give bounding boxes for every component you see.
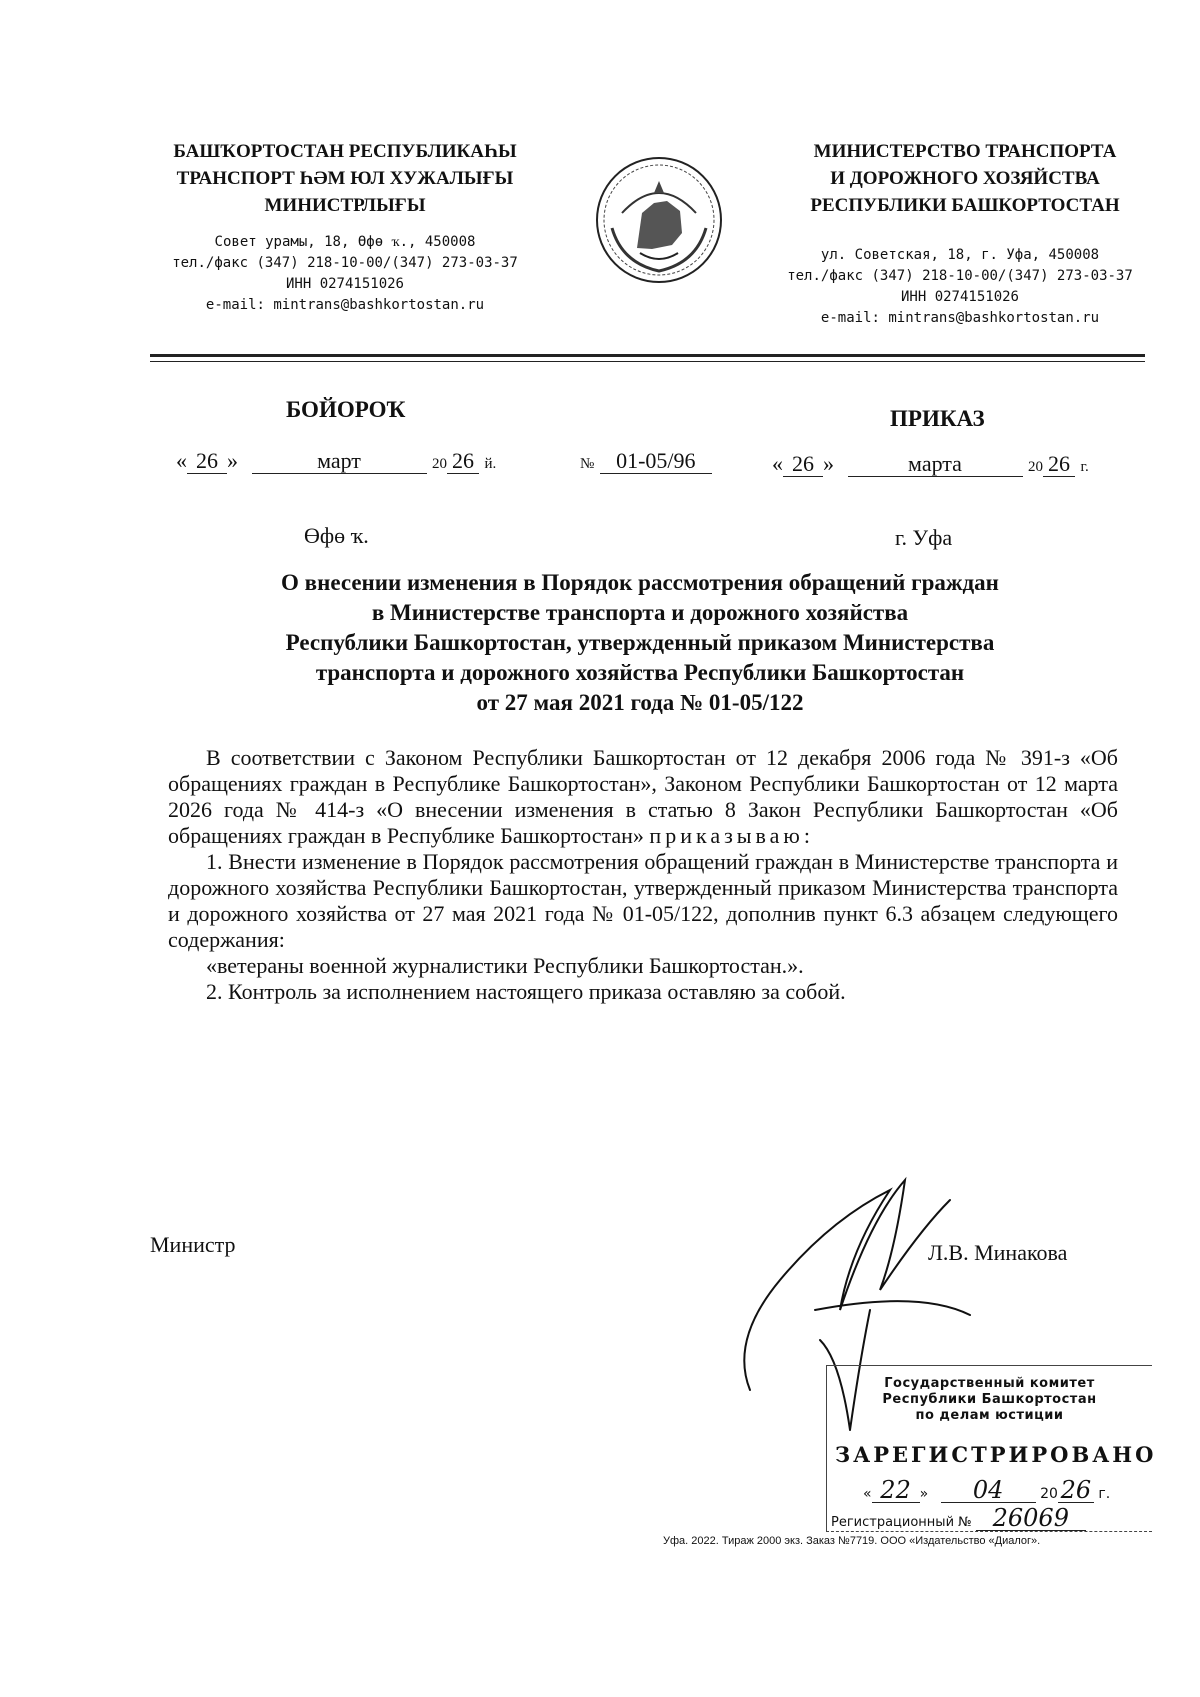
- stamp-date-close-quote: »: [919, 1486, 929, 1502]
- date-left-close-quote: »: [227, 448, 238, 473]
- date-left-open-quote: «: [176, 448, 187, 473]
- header-right-line2: И ДОРОЖНОГО ХОЗЯЙСТВА: [830, 168, 1100, 189]
- stamp-reg-label: Регистрационный №: [831, 1515, 972, 1530]
- date-left-year-prefix: 20: [432, 456, 447, 472]
- place-russian: г. Уфа: [895, 525, 953, 550]
- stamp-date-month: 04: [941, 1478, 1036, 1503]
- place-bashkir: Өфө ҡ.: [304, 523, 369, 548]
- date-right-month: марта: [848, 452, 1023, 477]
- title-line1: О внесении изменения в Порядок рассмотрения обращений граждан: [281, 570, 999, 595]
- stamp-date-day: 22: [872, 1478, 920, 1503]
- preamble-text: В соответствии с Законом Республики Башкортостан от 12 декабря 2006 года № 391-з «Об обращениях граждан в Республике Башкортостан», Законом Республики Башкортостан от 12 марта 2026 года № 414-з «О внесении изменения в статью 8 Закон Республики Башкортостан «Об обращениях граждан в Республике Башкортостан»: [168, 745, 1118, 848]
- stamp-organization: [827, 1376, 1152, 1424]
- print-imprint: Уфа. 2022. Тираж 2000 экз. Заказ №7719. ООО «Издательство «Диалог».: [663, 1535, 1041, 1547]
- signer-name: Л.В. Минакова: [928, 1240, 1068, 1265]
- date-right-year: 26: [1043, 452, 1075, 477]
- document-body: [168, 745, 1118, 1005]
- stamp-org-line1: Государственный комитет: [884, 1376, 1095, 1391]
- title-line4: транспорта и дорожного хозяйства Республики Башкортостан: [315, 660, 965, 685]
- body-paragraph-item2: 2. Контроль за исполнением настоящего приказа оставляю за собой.: [206, 979, 846, 1004]
- header-right-name: [780, 138, 1150, 219]
- header-right-address: [760, 245, 1160, 329]
- stamp-date: [863, 1478, 1110, 1503]
- header-left-addr1: Совет урамы, 18, Өфө ҡ., 450008: [214, 234, 476, 250]
- order-number-label: №: [580, 456, 595, 472]
- header-divider-thick: [150, 354, 1145, 357]
- stamp-reg-number: 26069: [976, 1506, 1086, 1531]
- date-right: [772, 451, 1089, 477]
- header-left-addr3: ИНН 0274151026: [285, 276, 404, 292]
- order-word: приказываю:: [649, 823, 814, 848]
- header-right-email: e-mail: mintrans@bashkortostan.ru: [820, 310, 1100, 326]
- header-right-addr1: ул. Советская, 18, г. Уфа, 450008: [820, 247, 1100, 263]
- title-line2: в Министерстве транспорта и дорожного хозяйства: [371, 600, 909, 625]
- header-left-line2: ТРАНСПОРТ ҺӘМ ЮЛ ХУЖАЛЫҒЫ: [176, 168, 514, 189]
- header-left-line1: БАШҠОРТОСТАН РЕСПУБЛИКАҺЫ: [173, 141, 517, 162]
- stamp-date-open-quote: «: [863, 1486, 872, 1502]
- title-line3: Республики Башкортостан, утвержденный приказом Министерства: [285, 630, 995, 655]
- stamp-date-year-prefix: 20: [1040, 1486, 1058, 1502]
- body-paragraph-item1: 1. Внести изменение в Порядок рассмотрения обращений граждан в Министерстве транспорта и дорожного хозяйства Республики Башкортостан, утвержденный приказом Министерства транспорта и дорожного хозяйства от 27 мая 2021 года № 01-05/122, дополнив пункт 6.3 абзацем следующего содержания:: [168, 849, 1118, 952]
- date-left-suffix: й.: [484, 456, 497, 472]
- stamp-org-line2: Республики Башкортостан: [882, 1392, 1097, 1407]
- doc-kind-russian: ПРИКАЗ: [890, 406, 985, 431]
- stamp-org-line3: по делам юстиции: [915, 1408, 1064, 1423]
- header-left-addr2: тел./факс (347) 218-10-00/(347) 273-03-37: [172, 255, 518, 271]
- body-paragraph-preamble: [168, 745, 1118, 849]
- stamp-registration-number: [831, 1506, 1086, 1531]
- document-title: [140, 568, 1140, 718]
- date-left-year: 26: [447, 449, 479, 474]
- date-right-close-quote: »: [823, 451, 834, 476]
- date-left-month: март: [252, 449, 427, 474]
- date-right-open-quote: «: [772, 451, 783, 476]
- header-left-email: e-mail: mintrans@bashkortostan.ru: [205, 297, 485, 313]
- date-right-suffix: г.: [1080, 459, 1089, 475]
- title-line5: от 27 мая 2021 года № 01-05/122: [476, 690, 804, 715]
- header-left-line3: МИНИСТРЛЫҒЫ: [264, 195, 426, 216]
- date-left-day: 26: [187, 449, 227, 474]
- registration-stamp: [826, 1365, 1157, 1532]
- stamp-registered: ЗАРЕГИСТРИРОВАНО: [835, 1442, 1157, 1467]
- date-right-year-prefix: 20: [1028, 459, 1043, 475]
- stamp-date-year: 26: [1058, 1478, 1094, 1503]
- coat-of-arms-emblem: [592, 153, 726, 287]
- date-right-day: 26: [783, 452, 823, 477]
- header-left-name: [150, 138, 540, 219]
- header-right-line3: РЕСПУБЛИКИ БАШКОРТОСТАН: [810, 195, 1120, 216]
- doc-kind-bashkir: БОЙОРОҠ: [286, 397, 406, 422]
- header-right-addr2: тел./факс (347) 218-10-00/(347) 273-03-37: [787, 268, 1133, 284]
- order-number-value: 01-05/96: [600, 449, 712, 474]
- date-left: [176, 448, 496, 474]
- order-number: [580, 448, 712, 474]
- header-right-line1: МИНИСТЕРСТВО ТРАНСПОРТА: [813, 141, 1117, 162]
- body-paragraph-quote: «ветераны военной журналистики Республики Башкортостан.».: [206, 953, 804, 978]
- header-left-address: [150, 232, 540, 316]
- header-divider-thin: [150, 361, 1145, 362]
- header-right-addr3: ИНН 0274151026: [900, 289, 1019, 305]
- stamp-date-year-suffix: г.: [1098, 1486, 1111, 1502]
- signer-position: Министр: [150, 1232, 236, 1257]
